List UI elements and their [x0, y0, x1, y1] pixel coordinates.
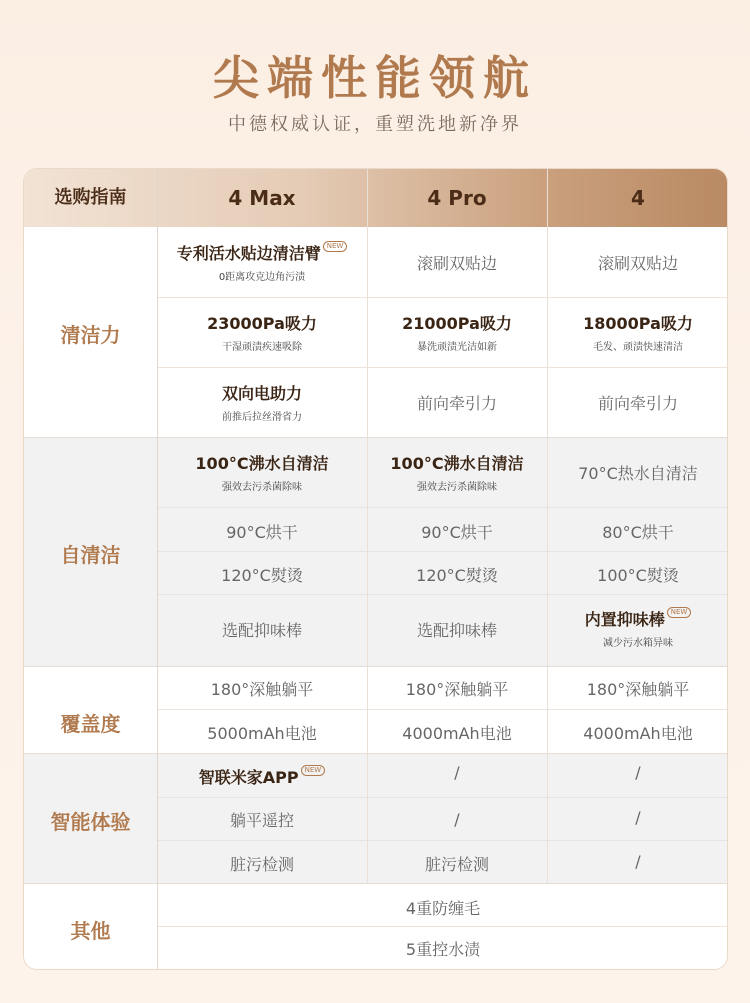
cell-4max-dry: 90°C烘干: [226, 523, 298, 542]
category-self-clean: 自清洁: [60, 543, 121, 567]
cell-4max-app-title: 智联米家APP: [198, 768, 299, 787]
new-badge: NEW: [301, 765, 326, 776]
cell-4-deodor-sub: 减少污水箱异味: [603, 638, 673, 649]
cell-4max-boil-sub: 强效去污杀菌除味: [222, 482, 302, 493]
section-self-clean: [24, 437, 728, 666]
cell-4max-suction: [157, 311, 367, 353]
new-badge: NEW: [323, 241, 348, 252]
cell-4-app: /: [635, 763, 641, 782]
section-coverage: [24, 666, 728, 753]
cell-4max-edge-arm-title: 专利活水贴边清洁臂: [176, 244, 321, 263]
category-smart: 智能体验: [50, 810, 131, 834]
cell-4pro-edge: 滚刷双贴边: [416, 254, 497, 273]
cell-4-dry: 80°C烘干: [602, 523, 674, 542]
cell-4-dirt: /: [635, 852, 641, 871]
cell-4pro-dirt: 脏污检测: [424, 855, 489, 874]
header-4max: 4 Max: [228, 186, 296, 210]
cell-4max-boil-title: 100°C沸水自清洁: [195, 454, 329, 473]
cell-4pro-assist: 前向牵引力: [416, 394, 497, 413]
cell-4max-suction-title: 23000Pa吸力: [207, 314, 317, 333]
category-coverage: 覆盖度: [60, 712, 121, 736]
category-other: 其他: [70, 919, 111, 943]
cell-4max-flat: 180°深触躺平: [210, 680, 314, 699]
cell-4pro-suction: [367, 311, 547, 353]
cell-4max-edge-arm-sub: 0距离攻克边角污渍: [218, 272, 306, 283]
header-4pro: 4 Pro: [427, 186, 487, 210]
section-clean-power: [24, 227, 728, 437]
cell-4pro-iron: 120°C熨烫: [416, 566, 498, 585]
cell-4max-app: [157, 765, 367, 788]
cell-water-control: 5重控水渍: [405, 940, 481, 959]
cell-4max-remote: 躺平遥控: [229, 811, 294, 830]
header-4: 4: [631, 186, 645, 210]
cell-4-suction-sub: 毛发、顽渍快速清洁: [593, 342, 683, 353]
cell-4pro-boil-sub: 强效去污杀菌除味: [417, 482, 497, 493]
cell-4-assist: 前向牵引力: [597, 394, 678, 413]
cell-4pro-boil-title: 100°C沸水自清洁: [390, 454, 524, 473]
cell-4-iron: 100°C熨烫: [597, 566, 679, 585]
page-subtitle: 中德权威认证，重塑洗地新净界: [228, 114, 522, 135]
cell-4-edge: 滚刷双贴边: [597, 254, 678, 273]
cell-4-flat: 180°深触躺平: [586, 680, 690, 699]
cell-4max-iron: 120°C熨烫: [221, 566, 303, 585]
cell-4-battery: 4000mAh电池: [583, 724, 693, 743]
cell-4pro-remote: /: [454, 810, 460, 829]
cell-4pro-app: /: [454, 763, 460, 782]
cell-4max-edge-arm: [157, 241, 367, 283]
page-title: 尖端性能领航: [213, 51, 537, 105]
cell-4max-deodor: 选配抑味棒: [221, 621, 302, 640]
cell-4pro-battery: 4000mAh电池: [402, 724, 512, 743]
cell-4pro-boil: [367, 451, 547, 493]
section-other: [24, 883, 728, 970]
cell-4-deodor: [547, 607, 728, 649]
cell-4-suction: [547, 311, 728, 353]
new-badge: NEW: [667, 607, 692, 618]
cell-4pro-suction-sub: 暴洗顽渍光洁如新: [417, 342, 497, 353]
cell-4pro-flat: 180°深触躺平: [405, 680, 509, 699]
cell-4max-assist-sub: 前推后拉丝滑省力: [222, 412, 302, 423]
cell-4-deodor-title: 内置抑味棒: [584, 610, 665, 629]
cell-4max-suction-sub: 干湿顽渍疾速吸除: [222, 342, 302, 353]
cell-4-suction-title: 18000Pa吸力: [583, 314, 693, 333]
cell-4pro-dry: 90°C烘干: [421, 523, 493, 542]
cell-4pro-suction-title: 21000Pa吸力: [402, 314, 512, 333]
category-clean-power: 清洁力: [60, 323, 121, 347]
cell-4-remote: /: [635, 808, 641, 827]
section-smart: [24, 753, 728, 883]
header-guide: 选购指南: [54, 187, 127, 208]
comparison-table: [23, 168, 728, 970]
cell-4max-assist-title: 双向电助力: [221, 384, 302, 403]
cell-4max-dirt: 脏污检测: [229, 855, 294, 874]
cell-4max-battery: 5000mAh电池: [207, 724, 317, 743]
cell-4pro-deodor: 选配抑味棒: [416, 621, 497, 640]
cell-4-hotwater: 70°C热水自清洁: [578, 464, 698, 483]
cell-4max-assist: [157, 381, 367, 423]
table-header: [24, 169, 728, 227]
cell-4max-boil: [157, 451, 367, 493]
cell-anti-tangle: 4重防缠毛: [405, 899, 481, 918]
